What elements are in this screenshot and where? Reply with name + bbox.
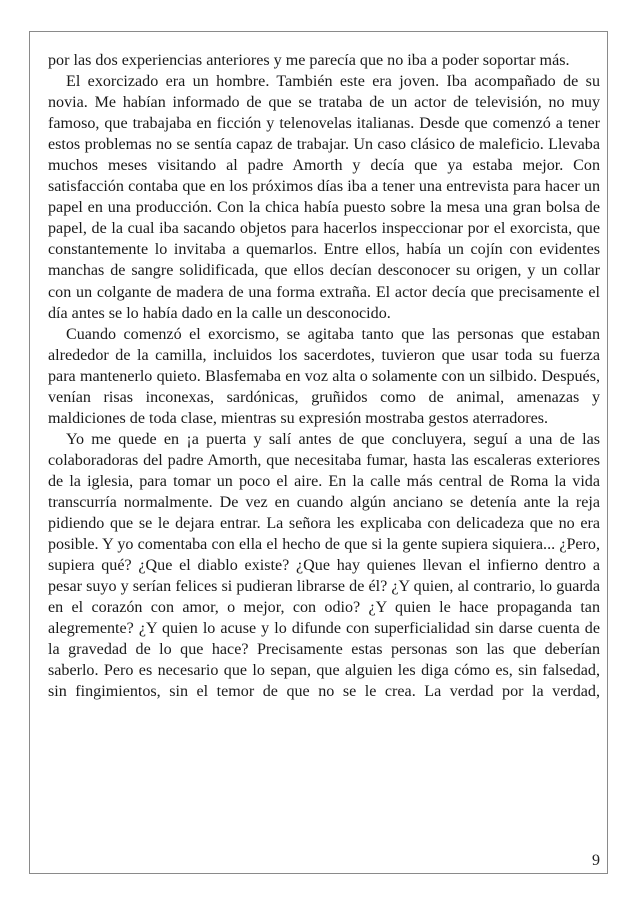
paragraph-continuation: por las dos experiencias anteriores y me parecía que no iba a poder soportar más. bbox=[48, 52, 570, 69]
paragraph-exorcized-actor: El exorcizado era un hombre. También este era joven. Iba acompañado de su novia. Me habían informado de que se trataba de un actor de televisión, no muy famoso, que trabajaba en ficción y telenovelas italianas. Desde que comenzó a tener estos problemas no se sentía capaz de trabajar. Un caso clásico de maleficio. Llevaba muchos meses visitando al padre Amorth y decía que ya estaba mejor. Con satisfacción contaba que en los próximos días iba a tener una entrevista para hacer un papel en una producción. Con la chica había puesto sobre la mesa una gran bolsa de papel, de la cual iba sacando objetos para hacerlos inspeccionar por el exorcista, que constantemente lo invitaba a quemarlos. Entre ellos, había un cojín con evidentes manchas de sangre solidificada, que ellos decían desconocer su origen, y un collar con un colgante de madera de una forma extraña. El actor decía que precisamente el día antes se lo había dado en la calle un desconocido. bbox=[48, 73, 600, 322]
paragraph-exorcism-begins: Cuando comenzó el exorcismo, se agitaba tanto que las personas que estaban alrededor de la camilla, incluidos los sacerdotes, tuvieron que usar toda su fuerza para mantenerlo quieto. Blasfemaba en voz alta o solamente con un silbido. Después, venían risas inconexas, sardónicas, gruñidos como de animal, amenazas y maldiciones de toda clase, mientras su expresión mostraba gestos aterradores. bbox=[48, 325, 600, 427]
page-number: 9 bbox=[592, 852, 600, 869]
paragraph-outside-church: Yo me quede en ¡a puerta y salí antes de que concluyera, seguí a una de las colaboradoras del padre Amorth, que necesitaba fumar, hasta las escaleras exteriores de la iglesia, para tomar un poco el aire. En la calle más central de Roma la vida transcurría normalmente. De vez en cuando algún anciano se detenía ante la reja pidiendo que se le dejara entrar. La señora les explicaba con delicadeza que no era posible. Y yo comentaba con ella el hecho de que si la gente supiera siquiera... ¿Pero, supiera qué? ¿Que el diablo existe? ¿Que hay quienes llevan el infierno dentro a pesar suyo y serían felices si pudieran librarse de él? ¿Y quien, al contrario, lo guarda en el corazón con amor, o mejor, con odio? ¿Y quien le hace propaganda tan alegremente? ¿Y quien lo acuse y lo difunde con superficialidad sin darse cuenta de la gravedad de lo que hace? Precisamente estas personas son las que deberían saberlo. Pero es necesario que lo sepan, que alguien les diga cómo es, sin falsedad, sin fingimientos, sin el temor de que no se le crea. La verdad por la verdad, bbox=[48, 430, 600, 701]
body-text bbox=[48, 50, 600, 702]
